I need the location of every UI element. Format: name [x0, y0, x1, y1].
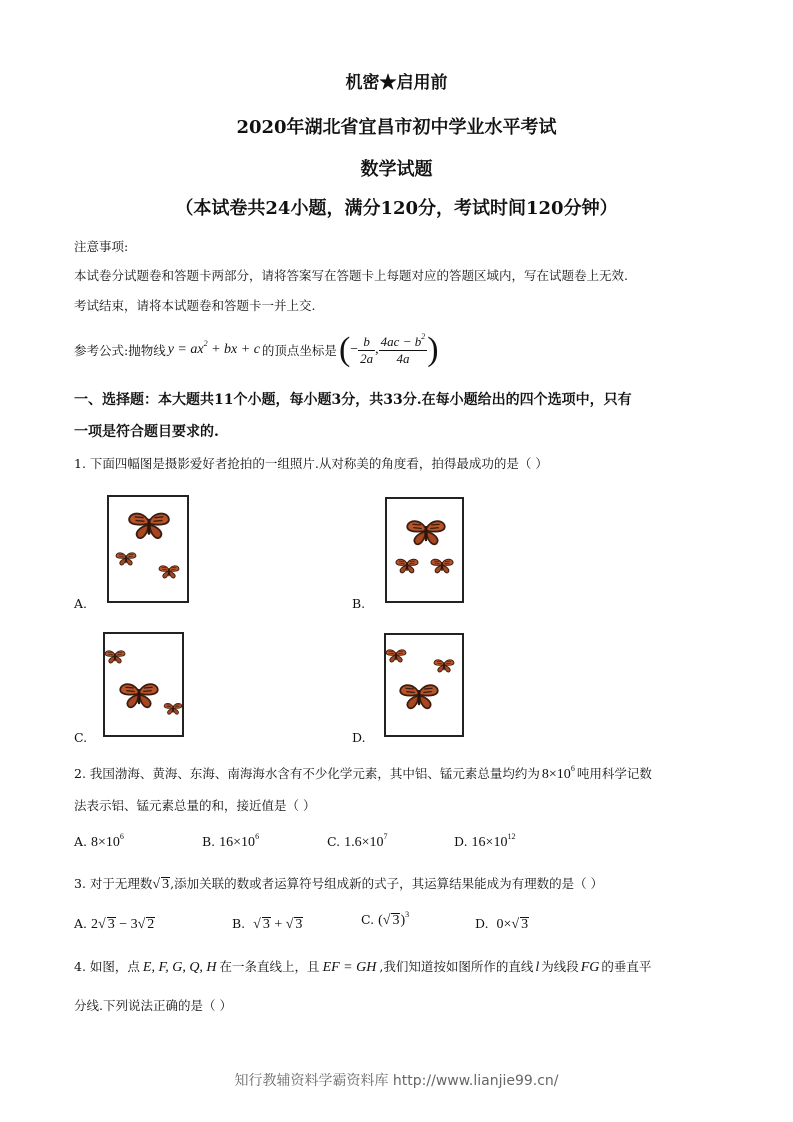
section-1-heading: 一、选择题：本大题共11个小题，每小题3分，共33分.在每小题给出的四个选项中，只有: [74, 392, 632, 408]
photo-d: [384, 633, 464, 737]
formula-prefix: 参考公式:抛物线: [74, 343, 166, 358]
q1-option-c[interactable]: C.: [74, 730, 88, 745]
butterfly-icon: [400, 685, 438, 708]
q3-option-b[interactable]: B. √ 3 + √ 3: [232, 916, 303, 932]
butterfly-icon: [434, 660, 454, 672]
photo-b-butterflies: [387, 499, 462, 601]
q2-option-a[interactable]: A. $8\times 10^6$: [74, 832, 124, 850]
exam-info: （本试卷共24小题，满分120分，考试时间120分钟）: [175, 198, 618, 219]
q4-stem-a: 4. 如图，点: [74, 959, 140, 974]
q4-equality: EF = GH: [322, 960, 377, 975]
q2-option-b[interactable]: B. $16\times 10^6$: [202, 832, 260, 850]
q1-option-d[interactable]: D.: [352, 730, 366, 745]
q4-stem-e: 的垂直平: [601, 959, 652, 974]
q4-line-l: l: [535, 960, 540, 975]
photo-c: [103, 632, 184, 737]
q1-option-a[interactable]: A.: [74, 596, 88, 611]
vertex-y: $\frac{4ac - b^2}{4a}$: [380, 331, 426, 366]
notes-label: 注意事项:: [74, 239, 129, 254]
q2-option-d[interactable]: D. $16\times 10^{12}$: [454, 832, 516, 850]
q4-stem-d: 为线段: [541, 959, 579, 974]
q2-value: $8\times 10^6$: [541, 764, 575, 782]
footer-watermark: 知行教辅资料学霸资料库 http://www.lianjie99.cn/: [234, 1073, 559, 1089]
q3-option-d[interactable]: D. 0×√ 3: [475, 916, 529, 932]
parabola-equation: $y = ax^2$ + bx + c: [167, 339, 260, 357]
q3-stem: [74, 874, 603, 893]
q3-stem-b: ,添加关联的数或者运算符号组成新的式子，其运算结果能成为有理数的是（ ）: [170, 876, 604, 891]
q2-stem-line2: 法表示铝、锰元素总量的和，接近值是（ ）: [74, 798, 316, 813]
butterfly-icon: [159, 566, 179, 578]
exam-title: 2020年湖北省宜昌市初中学业水平考试: [236, 117, 557, 138]
q4-stem-line2: 分线.下列说法正确的是（ ）: [74, 998, 232, 1013]
butterfly-icon: [396, 559, 418, 573]
photo-d-butterflies: [386, 635, 462, 735]
butterfly-icon: [105, 651, 125, 663]
q2-stem-b: 吨用科学记数: [576, 766, 652, 781]
butterfly-icon: [116, 553, 136, 565]
butterfly-icon: [386, 650, 406, 662]
q2-stem-a: 2. 我国渤海、黄海、东海、南海海水含有不少化学元素，其中铝、锰元素总量均约为: [74, 766, 540, 781]
butterfly-icon: [407, 521, 445, 544]
q2-option-c[interactable]: C. $1.6\times 10^7$: [327, 832, 388, 850]
notes-line-2: 考试结束，请将本试题卷和答题卡一并上交.: [74, 298, 316, 313]
photo-c-butterflies: [105, 634, 182, 735]
q3-stem-a: 3. 对于无理数: [74, 876, 153, 891]
vertex-x: $\frac{b}{2a}$: [360, 333, 374, 366]
q4-stem-b: 在一条直线上，且: [219, 959, 320, 974]
butterfly-icon: [431, 559, 453, 573]
sqrt3: √ 3: [152, 877, 170, 892]
q4-stem-c: ,我们知道按如图所作的直线: [379, 959, 534, 974]
q4-stem-line1: [74, 957, 651, 976]
q4-points: E, F, G, Q, H: [142, 960, 217, 975]
photo-a-butterflies: [109, 497, 187, 601]
butterfly-icon: [129, 514, 169, 539]
q4-segment: FG: [580, 960, 600, 975]
butterfly-icon: [164, 703, 182, 714]
section-1-heading-cont: 一项是符合题目要求的.: [74, 424, 219, 440]
q1-option-b[interactable]: B.: [352, 596, 366, 611]
confidential-label: 机密★启用前: [345, 73, 448, 93]
reference-formula: 参考公式:抛物线 $y = ax^2$ + bx + c 的顶点坐标是 ( − $\frac{b}{2a}$ , $\frac{4ac - b^2}{4a}$ ): [74, 331, 439, 368]
butterfly-icon: [120, 684, 158, 707]
notes-line-1: 本试卷分试题卷和答题卡两部分，请将答案写在答题卡上每题对应的答题区域内，写在试题卷上无效.: [74, 268, 628, 283]
photo-b: [385, 497, 464, 603]
q1-stem: 1. 下面四幅图是摄影爱好者抢拍的一组照片.从对称美的角度看，拍得最成功的是（ ）: [74, 456, 548, 471]
subject-title: 数学试题: [360, 159, 433, 180]
formula-middle: 的顶点坐标是: [261, 343, 337, 358]
photo-a: [107, 495, 189, 603]
q2-stem-line1: [74, 764, 652, 783]
q3-option-a[interactable]: A. 2√ 3 − 3√ 2: [74, 916, 155, 932]
q3-option-c[interactable]: C. (√ 3)$^3$: [361, 910, 410, 928]
